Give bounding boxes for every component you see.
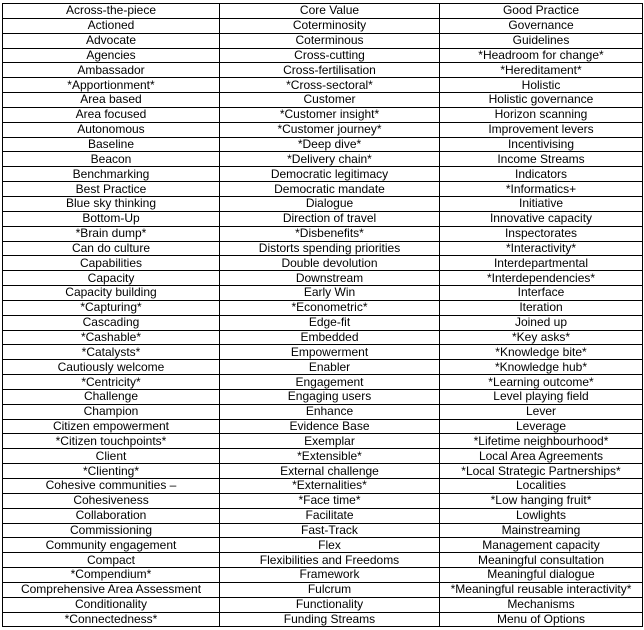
table-cell: Cross-cutting (220, 48, 440, 63)
table-row (3, 449, 643, 464)
table-cell: Joined up (440, 315, 643, 330)
table-row (3, 597, 643, 612)
table-row (3, 315, 643, 330)
table-row (3, 226, 643, 241)
table-row (3, 167, 643, 182)
table-cell: Compact (3, 553, 220, 568)
table-cell: Edge-fit (220, 315, 440, 330)
table-cell: Interface (440, 286, 643, 301)
table-cell: *Connectedness* (3, 612, 220, 627)
table-cell: Autonomous (3, 122, 220, 137)
table-cell: Guidelines (440, 33, 643, 48)
table-row (3, 271, 643, 286)
table-cell: *Interactivity* (440, 241, 643, 256)
table-cell: Incentivising (440, 137, 643, 152)
table-cell: Flex (220, 538, 440, 553)
table-row (3, 538, 643, 553)
table-cell: *Citizen touchpoints* (3, 434, 220, 449)
table-row (3, 582, 643, 597)
table-cell: Mechanisms (440, 597, 643, 612)
table-cell: *Externalities* (220, 479, 440, 494)
table-cell: Across-the-piece (3, 4, 220, 19)
table-cell: *Brain dump* (3, 226, 220, 241)
table-cell: Flexibilities and Freedoms (220, 553, 440, 568)
table-cell: Local Area Agreements (440, 449, 643, 464)
table-cell: Functionality (220, 597, 440, 612)
table-row (3, 360, 643, 375)
table-row (3, 493, 643, 508)
table-cell: Meaningful consultation (440, 553, 643, 568)
table-row (3, 211, 643, 226)
table-cell: Governance (440, 18, 643, 33)
table-cell: Challenge (3, 389, 220, 404)
table-cell: Engaging users (220, 389, 440, 404)
table-cell: Coterminous (220, 33, 440, 48)
table-cell: *Apportionment* (3, 78, 220, 93)
table-cell: *Learning outcome* (440, 375, 643, 390)
table-cell: *Disbenefits* (220, 226, 440, 241)
table-cell: Framework (220, 568, 440, 583)
table-cell: Management capacity (440, 538, 643, 553)
table-cell: Menu of Options (440, 612, 643, 627)
table-cell: Mainstreaming (440, 523, 643, 538)
table-cell: Coterminosity (220, 18, 440, 33)
table-cell: Beacon (3, 152, 220, 167)
table-cell: *Informatics+ (440, 182, 643, 197)
table-cell: Lowlights (440, 508, 643, 523)
table-cell: Inspectorates (440, 226, 643, 241)
table-cell: Area focused (3, 107, 220, 122)
table-cell: Conditionality (3, 597, 220, 612)
table-cell: *Key asks* (440, 330, 643, 345)
table-cell: Initiative (440, 196, 643, 211)
table-row (3, 122, 643, 137)
table-row (3, 612, 643, 627)
table-row (3, 4, 643, 19)
table-cell: *Local Strategic Partnerships* (440, 464, 643, 479)
table-cell: Democratic legitimacy (220, 167, 440, 182)
table-cell: Holistic (440, 78, 643, 93)
table-cell: External challenge (220, 464, 440, 479)
table-cell: Leverage (440, 419, 643, 434)
table-cell: Early Win (220, 286, 440, 301)
table-cell: Capacity (3, 271, 220, 286)
table-cell: Ambassador (3, 63, 220, 78)
table-row (3, 33, 643, 48)
table-cell: Baseline (3, 137, 220, 152)
table-cell: Empowerment (220, 345, 440, 360)
table-cell: Direction of travel (220, 211, 440, 226)
table-cell: Level playing field (440, 389, 643, 404)
table-cell: *Extensible* (220, 449, 440, 464)
table-cell: *Customer journey* (220, 122, 440, 137)
table-cell: Lever (440, 404, 643, 419)
table-cell: Democratic mandate (220, 182, 440, 197)
table-row (3, 464, 643, 479)
table-cell: Fast-Track (220, 523, 440, 538)
table-cell: Citizen empowerment (3, 419, 220, 434)
table-row (3, 523, 643, 538)
table-cell: *Knowledge bite* (440, 345, 643, 360)
table-cell: Core Value (220, 4, 440, 19)
table-cell: Capabilities (3, 256, 220, 271)
table-cell: Best Practice (3, 182, 220, 197)
table-cell: Funding Streams (220, 612, 440, 627)
table-row (3, 434, 643, 449)
table-cell: Cohesiveness (3, 493, 220, 508)
table-cell: Evidence Base (220, 419, 440, 434)
table-cell: *Customer insight* (220, 107, 440, 122)
table-cell: Collaboration (3, 508, 220, 523)
table-cell: *Face time* (220, 493, 440, 508)
table-cell: *Catalysts* (3, 345, 220, 360)
table-cell: Comprehensive Area Assessment (3, 582, 220, 597)
table-row (3, 286, 643, 301)
table-row (3, 48, 643, 63)
table-cell: Facilitate (220, 508, 440, 523)
table-row (3, 330, 643, 345)
table-cell: Innovative capacity (440, 211, 643, 226)
table-cell: Localities (440, 479, 643, 494)
table-cell: Meaningful dialogue (440, 568, 643, 583)
table-row (3, 479, 643, 494)
table-row (3, 93, 643, 108)
table-cell: Actioned (3, 18, 220, 33)
table-row (3, 107, 643, 122)
table-row (3, 241, 643, 256)
table-cell: Downstream (220, 271, 440, 286)
table-cell: Exemplar (220, 434, 440, 449)
table-cell: *Cross-sectoral* (220, 78, 440, 93)
table-cell: Commissioning (3, 523, 220, 538)
jargon-table-container (2, 3, 643, 627)
table-row (3, 345, 643, 360)
table-cell: Community engagement (3, 538, 220, 553)
table-cell: Income Streams (440, 152, 643, 167)
table-cell: Cross-fertilisation (220, 63, 440, 78)
table-cell: *Deep dive* (220, 137, 440, 152)
table-row (3, 63, 643, 78)
table-cell: Enhance (220, 404, 440, 419)
table-row (3, 508, 643, 523)
table-cell: *Cashable* (3, 330, 220, 345)
table-cell: Benchmarking (3, 167, 220, 182)
jargon-table (2, 3, 643, 627)
table-cell: Champion (3, 404, 220, 419)
table-cell: Cautiously welcome (3, 360, 220, 375)
table-cell: *Econometric* (220, 300, 440, 315)
table-cell: Advocate (3, 33, 220, 48)
table-cell: Indicators (440, 167, 643, 182)
table-cell: *Meaningful reusable interactivity* (440, 582, 643, 597)
table-cell: *Capturing* (3, 300, 220, 315)
table-row (3, 375, 643, 390)
table-row (3, 256, 643, 271)
table-cell: *Low hanging fruit* (440, 493, 643, 508)
table-cell: Bottom-Up (3, 211, 220, 226)
table-cell: Capacity building (3, 286, 220, 301)
table-cell: *Clienting* (3, 464, 220, 479)
table-cell: Customer (220, 93, 440, 108)
table-row (3, 196, 643, 211)
table-cell: *Headroom for change* (440, 48, 643, 63)
table-cell: Blue sky thinking (3, 196, 220, 211)
table-cell: Holistic governance (440, 93, 643, 108)
table-row (3, 18, 643, 33)
table-cell: Can do culture (3, 241, 220, 256)
table-cell: *Interdependencies* (440, 271, 643, 286)
table-row (3, 389, 643, 404)
table-cell: Engagement (220, 375, 440, 390)
table-cell: Interdepartmental (440, 256, 643, 271)
table-cell: *Hereditament* (440, 63, 643, 78)
table-row (3, 152, 643, 167)
table-row (3, 419, 643, 434)
table-cell: Agencies (3, 48, 220, 63)
table-cell: Distorts spending priorities (220, 241, 440, 256)
table-row (3, 568, 643, 583)
table-cell: Double devolution (220, 256, 440, 271)
table-row (3, 300, 643, 315)
table-cell: Area based (3, 93, 220, 108)
table-cell: *Centricity* (3, 375, 220, 390)
table-cell: Enabler (220, 360, 440, 375)
table-cell: Dialogue (220, 196, 440, 211)
table-cell: Client (3, 449, 220, 464)
table-cell: Iteration (440, 300, 643, 315)
table-cell: Horizon scanning (440, 107, 643, 122)
table-cell: *Lifetime neighbourhood* (440, 434, 643, 449)
table-cell: Good Practice (440, 4, 643, 19)
jargon-table-body (3, 4, 643, 627)
table-row (3, 78, 643, 93)
table-cell: Fulcrum (220, 582, 440, 597)
table-row (3, 182, 643, 197)
table-cell: Embedded (220, 330, 440, 345)
table-cell: *Compendium* (3, 568, 220, 583)
table-cell: Improvement levers (440, 122, 643, 137)
table-cell: *Delivery chain* (220, 152, 440, 167)
table-cell: Cascading (3, 315, 220, 330)
table-row (3, 404, 643, 419)
table-cell: *Knowledge hub* (440, 360, 643, 375)
table-row (3, 553, 643, 568)
table-cell: Cohesive communities – (3, 479, 220, 494)
table-row (3, 137, 643, 152)
